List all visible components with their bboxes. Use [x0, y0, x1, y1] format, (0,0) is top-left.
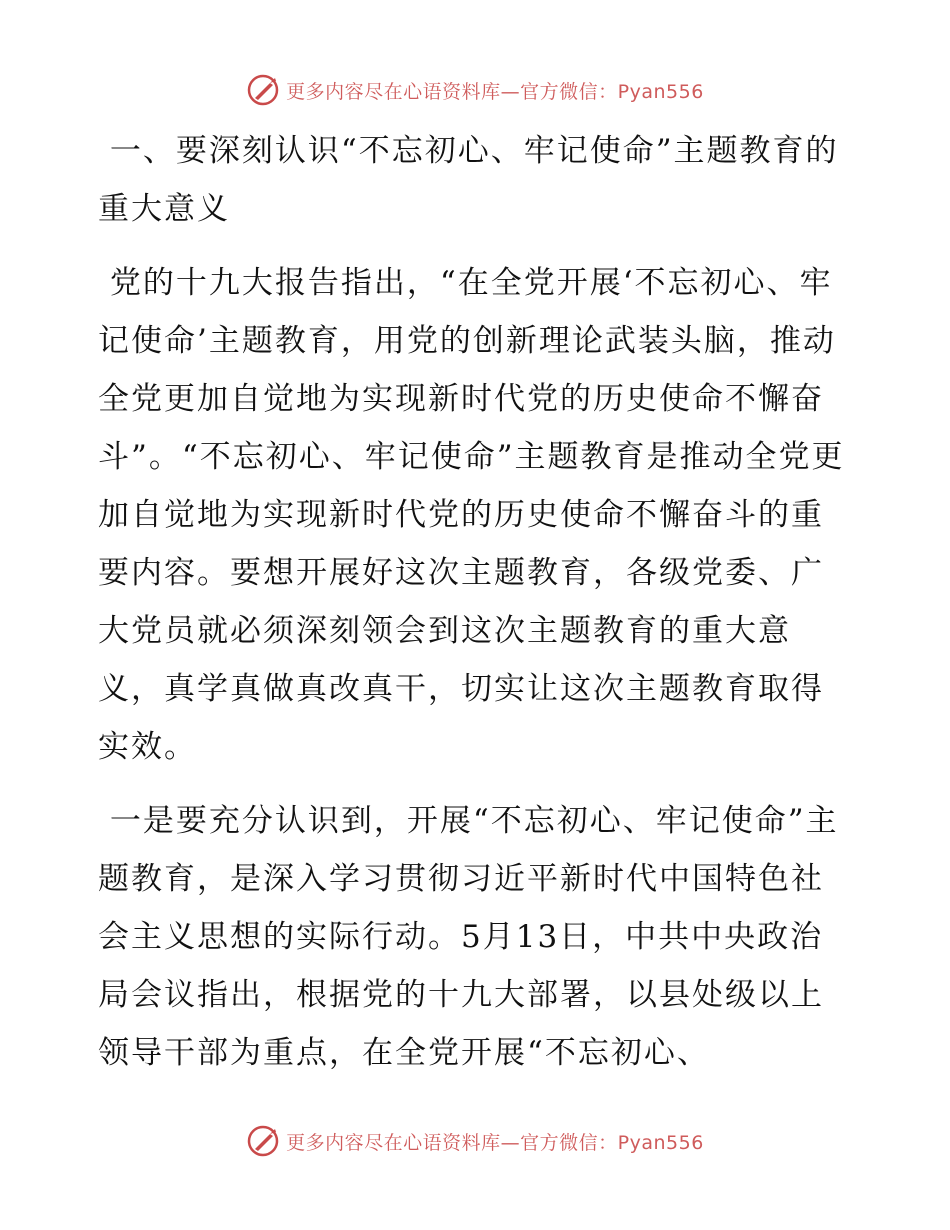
footer-watermark [0, 1121, 950, 1161]
paragraph-1: 党的十九大报告指出，“在全党开展‘不忘初心、牢记使命’主题教育，用党的创新理论武装头脑，推动全党更加自觉地为实现新时代党的历史使命不懈奋斗”。“不忘初心、牢记使命”主题教育是推动全党更加自觉地为实现新时代党的历史使命不懈奋斗的重要内容。要想开展好这次主题教育，各级党委、广大党员就必须深刻领会到这次主题教育的重大意义，真学真做真改真干，切实让这次主题教育取得实效。 [98, 265, 845, 765]
watermark-text: 更多内容尽在心语资料库—官方微信：Pyan556 [286, 80, 704, 103]
paragraph-2: 一是要充分认识到，开展“不忘初心、牢记使命”主题教育，是深入学习贯彻习近平新时代中国特色社会主义思想的实际行动。5月13日，中共中央政治局会议指出，根据党的十九大部署，以县处级以上领导干部为重点，在全党开展“不忘初心、 [98, 803, 839, 1071]
watermark-text: 更多内容尽在心语资料库—官方微信：Pyan556 [286, 1131, 704, 1154]
section-heading: 一、要深刻认识“不忘初心、牢记使命”主题教育的重大意义 [98, 133, 839, 227]
document-body [98, 122, 848, 1082]
quill-pen-seal-icon [246, 1124, 280, 1158]
quill-pen-seal-icon [246, 73, 280, 107]
header-watermark [0, 70, 950, 110]
